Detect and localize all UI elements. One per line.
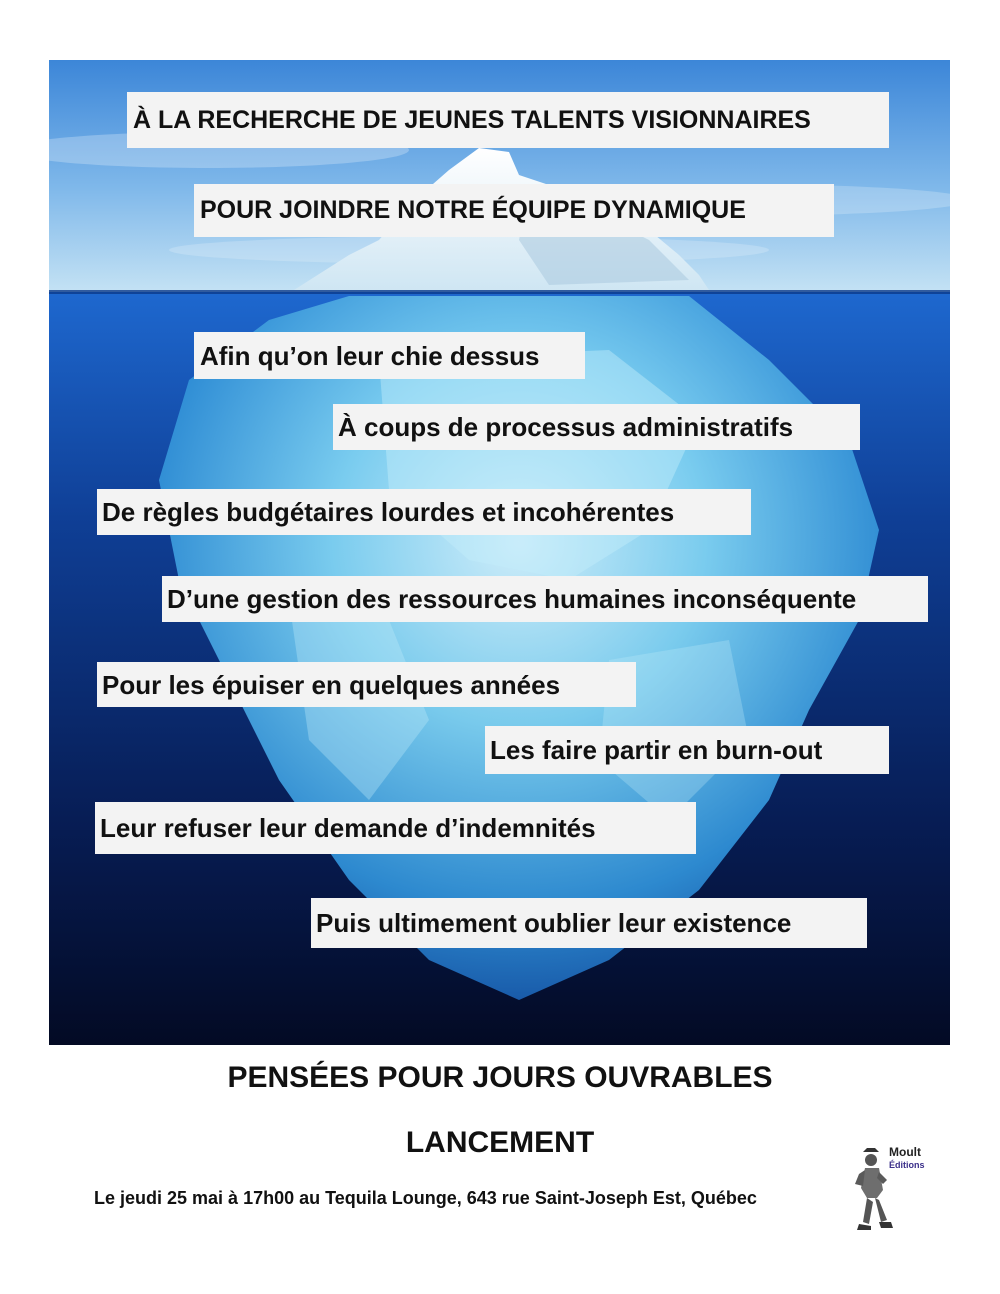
publisher-logo	[845, 1140, 935, 1240]
svg-text:Moult: Moult	[889, 1145, 921, 1159]
line-indemnites: Leur refuser leur demande d’indemnités	[95, 802, 696, 854]
headline-team: POUR JOINDRE NOTRE ÉQUIPE DYNAMIQUE	[194, 184, 834, 237]
line-regles-budgetaires: De règles budgétaires lourdes et incohérentes	[97, 489, 751, 535]
line-processus-administratifs: À coups de processus administratifs	[333, 404, 860, 450]
headline-talents: À LA RECHERCHE DE JEUNES TALENTS VISIONNAIRES	[127, 92, 889, 148]
line-epuiser: Pour les épuiser en quelques années	[97, 662, 636, 707]
waterline	[49, 290, 950, 294]
book-title: PENSÉES POUR JOURS OUVRABLES	[227, 1061, 773, 1094]
line-oublier-existence: Puis ultimement oublier leur existence	[311, 898, 867, 948]
line-burn-out: Les faire partir en burn-out	[485, 726, 889, 774]
publisher-logo-mark	[845, 1140, 935, 1240]
launch-heading: LANCEMENT	[405, 1126, 595, 1159]
line-chie-dessus: Afin qu’on leur chie dessus	[194, 332, 585, 379]
line-gestion-ressources: D’une gestion des ressources humaines inconséquente	[162, 576, 928, 622]
svg-text:Éditions: Éditions	[889, 1160, 925, 1170]
event-details: Le jeudi 25 mai à 17h00 au Tequila Lounge, 643 rue Saint-Joseph Est, Québec	[94, 1188, 757, 1208]
